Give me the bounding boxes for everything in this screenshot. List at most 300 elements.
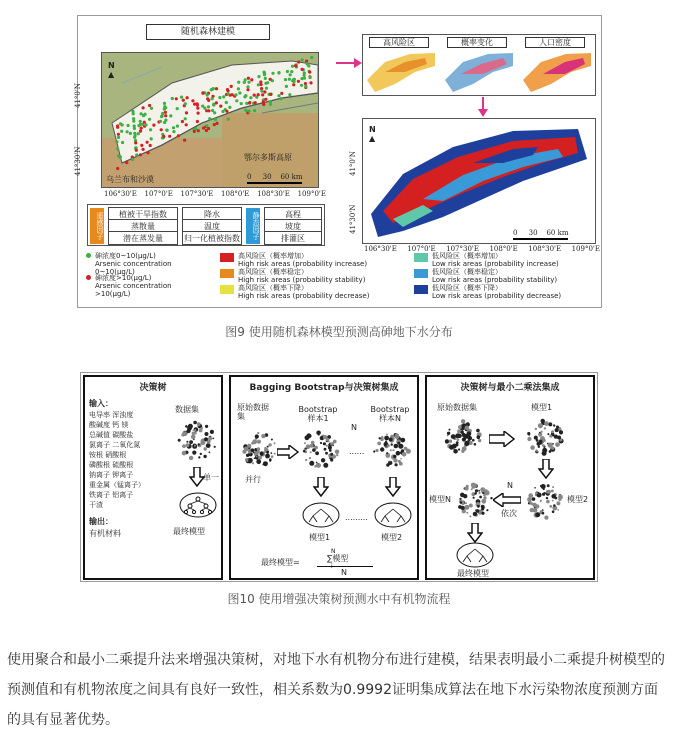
sample-point — [120, 130, 123, 133]
lon-labels: 106°30'E 107°0'E 107°30'E 108°0'E 108°30'E 109°0'E — [104, 190, 326, 198]
sample-point — [207, 99, 210, 102]
legend-text — [238, 252, 367, 268]
scale-bar: 0 30 60 km — [247, 173, 302, 184]
factor-group-static-label: 静态因子 — [246, 208, 260, 244]
sample-point — [164, 106, 167, 109]
sample-point — [288, 93, 291, 96]
factor-group-remote-label: 遥感因子 — [90, 208, 104, 244]
formula-left: 最终模型= — [261, 558, 300, 567]
sample-point — [257, 75, 260, 78]
panel-bagging — [229, 375, 419, 580]
small-map-title: 概率变化 — [447, 37, 507, 48]
sample-point — [169, 114, 172, 117]
figure-9-caption: 图9 使用随机森林模型预测高砷地下水分布 — [225, 325, 453, 339]
dataset-cloud-icon — [175, 419, 219, 463]
sample-point — [116, 167, 119, 170]
tree-model-icon — [373, 501, 413, 529]
sample-point — [300, 77, 303, 80]
sample-point — [208, 117, 211, 120]
n-label: N — [507, 481, 513, 490]
figure-9 — [74, 15, 602, 308]
dataset-cloud-icon — [239, 429, 279, 469]
sample-point — [253, 109, 256, 112]
bootstrap-1-label: Bootstrap样本1 — [298, 405, 338, 423]
sample-point — [213, 123, 216, 126]
legend-text — [432, 268, 557, 284]
sample-point — [186, 96, 189, 99]
sample-point — [221, 110, 224, 113]
sample-point — [134, 134, 137, 137]
risk-map-graphic — [363, 119, 596, 244]
legend-swatch-icon — [220, 285, 234, 294]
output-value: 有机材料 — [89, 529, 121, 538]
sample-point — [237, 87, 240, 90]
sample-point — [196, 120, 199, 123]
lat-label: 41°30'N — [349, 204, 357, 234]
legend-swatch-icon — [220, 253, 234, 262]
sample-point — [243, 95, 246, 98]
tree-model-icon — [455, 541, 495, 569]
sample-point — [135, 149, 138, 152]
sample-point — [304, 82, 307, 85]
legend-label-zh: 低风险区（概率增加） — [432, 252, 502, 260]
sample-point — [139, 120, 142, 123]
factor-item: 降水 — [182, 207, 242, 221]
sample-point — [288, 78, 291, 81]
model-2-label: 模型2 — [567, 495, 589, 504]
sample-point — [247, 77, 250, 80]
model-1-label: 模型1 — [309, 533, 331, 542]
arrow-down-icon — [477, 97, 489, 117]
bootstrap-n-label: Bootstrap样本N — [370, 405, 410, 423]
sample-point — [139, 130, 142, 133]
region-label-desert: 乌兰布和沙漠 — [106, 175, 154, 184]
legend-label-zh: 低风险区（概率下降） — [432, 284, 502, 292]
original-dataset-label: 原始数据集 — [437, 403, 477, 412]
arrow-down-icon — [385, 477, 401, 497]
region-label-ordos: 鄂尔多斯高原 — [244, 153, 292, 162]
sample-point — [193, 130, 196, 133]
legend-label-en: High risk areas (probability stability) — [238, 276, 366, 284]
sample-point — [235, 99, 238, 102]
sample-point — [185, 123, 188, 126]
parallel-label: 并行 — [245, 475, 261, 484]
sample-point — [185, 111, 188, 114]
sample-point — [150, 137, 153, 140]
sample-point — [230, 85, 233, 88]
sample-point — [115, 140, 118, 143]
dots: ......... — [345, 513, 368, 522]
input-variable: 钠离子 钾离子 — [89, 471, 134, 479]
sample-point — [225, 110, 228, 113]
sample-point — [214, 118, 217, 121]
sample-point — [215, 101, 218, 104]
sample-point — [201, 91, 204, 94]
input-variable: 电导率 浑浊度 — [89, 411, 134, 419]
sample-point — [183, 139, 186, 142]
sample-point — [264, 77, 267, 80]
legend-label-en: Low risk areas (probability stability) — [432, 276, 558, 284]
sample-point — [193, 103, 196, 106]
sample-point — [265, 87, 268, 90]
legend-dot-icon — [86, 275, 91, 280]
sample-point — [243, 81, 246, 84]
sample-point — [127, 124, 130, 127]
sample-point — [285, 85, 288, 88]
sample-point — [263, 90, 266, 93]
sample-point — [191, 99, 194, 102]
sample-point — [148, 104, 151, 107]
factor-item: 高程 — [264, 207, 322, 221]
arrow-right-icon — [277, 445, 299, 459]
sample-point — [238, 91, 241, 94]
sample-point — [135, 153, 138, 156]
arrow-right-icon — [489, 431, 515, 447]
legend-label-en: Arsenic concentration >10(μg/L) — [95, 282, 172, 298]
legend-text — [432, 252, 559, 268]
sample-point — [147, 151, 150, 154]
sample-point — [118, 156, 121, 159]
input-variable: 铵根 硝酸根 — [89, 451, 127, 459]
sample-point — [225, 101, 228, 104]
sample-point — [207, 109, 210, 112]
sample-point — [253, 94, 256, 97]
bootstrap-cloud-icon — [299, 429, 341, 471]
sample-point — [139, 123, 142, 126]
sample-point — [163, 102, 166, 105]
sample-point — [306, 62, 309, 65]
sample-point — [218, 96, 221, 99]
sample-point — [294, 64, 297, 67]
sample-point — [254, 101, 257, 104]
legend-text — [238, 268, 365, 284]
sample-point — [279, 97, 282, 100]
sample-point — [227, 92, 230, 95]
input-variable: 磷酸根 硫酸根 — [89, 461, 134, 469]
sample-point — [121, 123, 124, 126]
sample-point — [116, 147, 119, 150]
sample-point — [196, 107, 199, 110]
sample-point — [121, 141, 124, 144]
legend-dot-icon — [86, 253, 91, 258]
sample-point — [247, 81, 250, 84]
lat-label: 41°0'N — [74, 83, 82, 108]
legend-text — [432, 284, 561, 300]
legend-swatch-icon — [220, 269, 234, 278]
sample-point — [202, 126, 205, 129]
input-list — [89, 410, 163, 510]
sample-point — [308, 71, 311, 74]
north-arrow-icon: N ▲ — [369, 125, 376, 143]
sample-point — [144, 113, 147, 116]
sample-point — [125, 161, 128, 164]
sample-point — [129, 132, 132, 135]
sample-point — [164, 114, 167, 117]
single-label: 单一 — [203, 473, 219, 482]
sample-point — [250, 78, 253, 81]
dataset-label: 数据集 — [175, 405, 199, 414]
sample-point — [116, 126, 119, 129]
sample-point — [271, 72, 274, 75]
sample-point — [148, 118, 151, 121]
sample-point — [301, 68, 304, 71]
sample-point — [240, 102, 243, 105]
sample-point — [264, 82, 267, 85]
legend-swatch-icon — [414, 269, 428, 278]
legend-label-zh: 高风险区（概率下降） — [238, 284, 308, 292]
lat-label: 41°0'N — [349, 151, 357, 176]
sample-point — [149, 128, 152, 131]
sample-point — [152, 124, 155, 127]
arrow-down-icon — [467, 523, 483, 543]
original-dataset-label: 原始数据集 — [237, 403, 269, 421]
formula-denominator: N — [341, 568, 347, 577]
final-model-formula — [261, 549, 401, 579]
population-density-small-map — [521, 50, 593, 94]
sample-point — [176, 125, 179, 128]
sample-point — [297, 80, 300, 83]
sample-point — [269, 78, 272, 81]
final-model-label: 最终模型 — [173, 527, 205, 536]
sample-point — [219, 105, 222, 108]
factor-item: 坡度 — [264, 219, 322, 233]
panel-title: Bagging Bootstrap与决策树集成 — [249, 383, 399, 393]
sample-point — [117, 133, 120, 136]
sample-point — [248, 101, 251, 104]
sample-point — [280, 92, 283, 95]
sample-point — [309, 76, 312, 79]
sample-point — [264, 98, 267, 101]
sample-point — [246, 85, 249, 88]
sample-point — [131, 158, 134, 161]
sample-point — [300, 84, 303, 87]
sample-point — [290, 70, 293, 73]
sample-point — [226, 88, 229, 91]
bootstrap-cloud-icon — [371, 429, 413, 471]
sample-point — [132, 120, 135, 123]
legend — [84, 252, 598, 306]
panel-title: 决策树与最小二乘法集成 — [460, 383, 560, 393]
legend-label-en: High risk areas (probability increase) — [238, 260, 368, 268]
factor-panel — [87, 204, 325, 246]
input-variable: 重金属（锰离子） — [89, 481, 145, 489]
factor-item: 蒸散量 — [108, 219, 178, 233]
sample-point — [207, 105, 210, 108]
sample-point — [244, 109, 247, 112]
input-variable: 铁离子 铝离子 — [89, 491, 134, 499]
legend-swatch-icon — [414, 253, 428, 262]
sample-point — [212, 103, 215, 106]
panel-least-squares — [425, 375, 595, 580]
panel-decision-tree — [83, 375, 223, 580]
panel-title: 决策树 — [139, 383, 167, 393]
legend-text — [95, 252, 205, 276]
sample-point — [175, 97, 178, 100]
input-variable: 酸碱度 钙 镁 — [89, 421, 129, 429]
model-2-label: 模型2 — [381, 533, 403, 542]
sample-point — [205, 124, 208, 127]
sample-point — [213, 111, 216, 114]
legend-label-en: High risk areas (probability decrease) — [238, 292, 370, 300]
sample-point — [263, 73, 266, 76]
figure-10 — [80, 372, 598, 582]
sample-point — [310, 56, 313, 59]
factor-item: 温度 — [182, 219, 242, 233]
sample-point — [292, 83, 295, 86]
sample-point — [207, 127, 210, 130]
legend-label-zh: 高风险区（概率增加） — [238, 252, 308, 260]
sample-point — [286, 70, 289, 73]
final-model-label: 最终模型 — [457, 569, 489, 578]
sample-point — [160, 115, 163, 118]
sample-point — [181, 120, 184, 123]
sample-point — [284, 78, 287, 81]
sample-point — [117, 136, 120, 139]
factor-item: 潜在蒸发量 — [108, 231, 178, 245]
tree-model-icon — [178, 491, 218, 519]
legend-label-zh: 低风险区（概率稳定） — [432, 268, 502, 276]
sample-point — [184, 117, 187, 120]
sample-point — [134, 141, 137, 144]
arrow-right-icon — [336, 56, 362, 70]
sample-point — [143, 121, 146, 124]
sample-point — [249, 96, 252, 99]
model-cloud-icon — [525, 481, 565, 521]
legend-label-zh: 砷浓度0~10(μg/L) — [95, 252, 156, 260]
sample-point — [164, 119, 167, 122]
high-risk-small-map — [365, 50, 437, 94]
sample-points — [102, 53, 319, 188]
formula-top: N — [331, 548, 336, 555]
sample-point — [269, 103, 272, 106]
model-cloud-icon — [525, 417, 565, 457]
scale-bar: 0 30 60 km — [513, 229, 568, 240]
legend-text — [238, 284, 369, 300]
sample-point — [197, 129, 200, 132]
sample-point — [216, 122, 219, 125]
sample-point — [172, 130, 175, 133]
sample-point — [211, 97, 214, 100]
sample-point — [176, 107, 179, 110]
legend-label-en: Low risk areas (probability increase) — [432, 260, 559, 268]
sample-point — [309, 81, 312, 84]
sample-point — [137, 132, 140, 135]
sample-point — [144, 123, 147, 126]
legend-text — [95, 274, 205, 298]
output-label: 输出： — [89, 517, 113, 526]
lon-labels: 106°30'E 107°0'E 107°30'E 108°0'E 108°30'E 109°0'E — [364, 245, 600, 253]
sample-point — [182, 99, 185, 102]
lat-label: 41°30'N — [74, 146, 82, 176]
small-maps-panel — [362, 34, 596, 96]
input-variable: 总碱值 碳酸盐 — [89, 431, 134, 439]
arrow-left-icon — [493, 493, 521, 507]
sample-point — [234, 93, 237, 96]
dataset-cloud-icon — [443, 417, 483, 457]
sample-point — [210, 88, 213, 91]
sample-point — [227, 118, 230, 121]
sample-point — [201, 105, 204, 108]
sample-point — [303, 71, 306, 74]
small-map-title: 高风险区 — [369, 37, 429, 48]
sample-point — [261, 93, 264, 96]
north-arrow-icon: N ▲ — [108, 61, 115, 79]
left-map — [101, 52, 319, 188]
sample-point — [150, 107, 153, 110]
sample-point — [291, 65, 294, 68]
right-map — [362, 118, 596, 244]
sample-point — [166, 129, 169, 132]
sample-point — [246, 88, 249, 91]
sample-point — [184, 102, 187, 105]
arrow-down-icon — [538, 459, 554, 479]
sample-point — [171, 97, 174, 100]
sample-point — [289, 73, 292, 76]
sample-point — [305, 60, 308, 63]
sample-point — [257, 83, 260, 86]
sample-point — [140, 112, 143, 115]
body-paragraph: 使用聚合和最小二乘提升法来增强决策树，对地下水有机物分布进行建模，结果表明最小二乘提升树模型的预测值和有机物浓度之间具有良好一致性，相关系数为0.9992证明集成算法在地下水污染物浓度预测方面的具有显著优势。 — [7, 652, 665, 728]
figure-10-caption: 图10 使用增强决策树预测水中有机物流程 — [227, 592, 451, 606]
formula-sum: ∑模型 — [327, 554, 349, 563]
sample-point — [277, 71, 280, 74]
rf-model-label: 随机森林建模 — [146, 24, 270, 40]
input-variable: 氯离子 二氧化氮 — [89, 441, 141, 449]
sample-point — [168, 135, 171, 138]
sample-point — [172, 126, 175, 129]
legend-swatch-icon — [414, 285, 428, 294]
sample-point — [228, 106, 231, 109]
legend-label-zh: 砷浓度>10(μg/L) — [95, 274, 152, 282]
sample-point — [160, 128, 163, 131]
sample-point — [162, 135, 165, 138]
sample-point — [245, 102, 248, 105]
sample-point — [177, 134, 180, 137]
sample-point — [132, 112, 135, 115]
sample-point — [297, 60, 300, 63]
legend-label-en: Low risk areas (probability decrease) — [432, 292, 562, 300]
sample-point — [139, 153, 142, 156]
sample-point — [149, 144, 152, 147]
legend-label-en: Arsenic concentration 0~10(μg/L) — [95, 260, 172, 276]
probability-change-small-map — [443, 50, 515, 94]
sample-point — [140, 144, 143, 147]
sample-point — [206, 93, 209, 96]
sample-point — [159, 120, 162, 123]
dots: ...... — [349, 447, 365, 456]
sample-point — [269, 93, 272, 96]
factor-item: 植被干旱指数 — [108, 207, 178, 221]
model-n-label: 模型N — [429, 495, 451, 504]
sample-point — [277, 94, 280, 97]
sample-point — [180, 96, 183, 99]
sample-point — [257, 93, 260, 96]
sample-point — [247, 110, 250, 113]
sample-point — [237, 81, 240, 84]
sample-point — [140, 127, 143, 130]
sample-point — [126, 130, 129, 133]
n-label: N — [351, 423, 357, 432]
sample-point — [215, 87, 218, 90]
sample-point — [142, 106, 145, 109]
sample-point — [133, 127, 136, 130]
sample-point — [304, 85, 307, 88]
sample-point — [260, 90, 263, 93]
small-map-title: 人口密度 — [525, 37, 585, 48]
legend-label-zh: 高风险区（概率稳定） — [238, 268, 308, 276]
model-cloud-icon — [455, 481, 495, 521]
model-1-label: 模型1 — [531, 403, 553, 412]
